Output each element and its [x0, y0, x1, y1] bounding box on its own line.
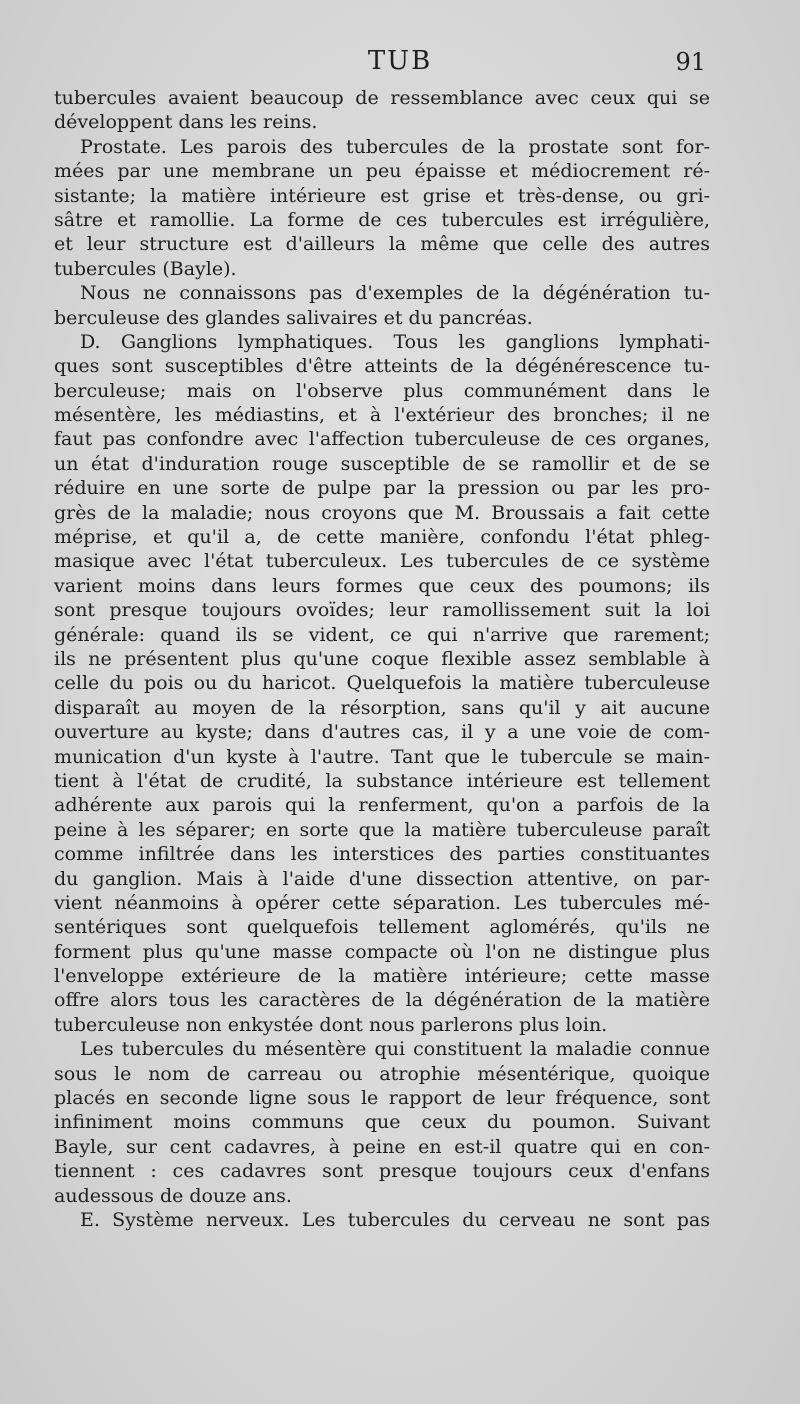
text-line: mées par une membrane un peu épaisse et médiocrement ré- [54, 160, 710, 183]
text-line: Les tubercules du mésentère qui constituent la maladie connue [80, 1038, 710, 1061]
text-line: réduire en une sorte de pulpe par la pression ou par les pro- [54, 477, 710, 500]
text-line: placés en seconde ligne sous le rapport de leur fréquence, sont [54, 1087, 710, 1110]
text-line: grès de la maladie; nous croyons que M. Broussais a fait cette [54, 501, 710, 524]
text-line: et leur structure est d'ailleurs la même que celle des autres [54, 233, 710, 256]
text-line: tuberculeuse non enkystée dont nous parlerons plus loin. [54, 1013, 608, 1036]
text-line: sâtre et ramollie. La forme de ces tubercules est irrégulière, [54, 208, 710, 231]
text-line: faut pas confondre avec l'affection tuberculeuse de ces organes, [54, 428, 710, 451]
text-line: celle du pois ou du haricot. Quelquefois la matière tuberculeuse [54, 672, 710, 695]
text-line: berculeuse; mais on l'observe plus communément dans le [54, 379, 710, 402]
text-line: peine à les séparer; en sorte que la matière tuberculeuse paraît [54, 818, 710, 841]
text-line: un état d'induration rouge susceptible de se ramollir et de se [54, 452, 710, 475]
text-line: sentériques sont quelquefois tellement aglomérés, qu'ils ne [54, 916, 710, 939]
text-line: tubercules avaient beaucoup de ressemblance avec ceux qui se [54, 87, 710, 109]
text-line: adhérente aux parois qui la renferment, qu'on a parfois de la [54, 794, 710, 817]
text-line: audessous de douze ans. [54, 1184, 292, 1207]
text-line: sont presque toujours ovoïdes; leur ramollissement suit la loi [54, 599, 710, 622]
text-line: générale: quand ils se vident, ce qui n'arrive que rarement; [54, 623, 710, 646]
text-line: varient moins dans leurs formes que ceux des poumons; ils [54, 574, 710, 597]
text-line: berculeuse des glandes salivaires et du pancréas. [54, 306, 533, 329]
text-line: mésentère, les médiastins, et à l'extérieur des bronches; il ne [54, 404, 710, 427]
text-line: développent dans les reins. [54, 111, 318, 134]
body-text [54, 86, 710, 1232]
text-line: ils ne présentent plus qu'une coque flexible assez semblable à [54, 647, 710, 670]
text-line: vient néanmoins à opérer cette séparation. Les tubercules mé- [54, 891, 710, 914]
text-line: l'enveloppe extérieure de la matière intérieure; cette masse [54, 965, 710, 988]
text-line: disparaît au moyen de la résorption, sans qu'il y ait aucune [54, 696, 710, 719]
text-line: sous le nom de carreau ou atrophie mésentérique, quoique [54, 1062, 710, 1085]
text-line: tiennent : ces cadavres sont presque toujours ceux d'enfans [54, 1160, 710, 1183]
running-head: TUB [367, 46, 433, 76]
text-line: Nous ne connaissons pas d'exemples de la dégénération tu- [80, 282, 710, 305]
text-line: D. Ganglions lymphatiques. Tous les ganglions lymphati- [80, 330, 710, 353]
text-line: munication d'un kyste à l'autre. Tant que le tubercule se main- [54, 745, 710, 768]
text-line: offre alors tous les caractères de la dégénération de la matière [54, 989, 710, 1012]
text-line: tubercules (Bayle). [54, 257, 237, 280]
text-line: infiniment moins communs que ceux du poumon. Suivant [54, 1111, 710, 1134]
text-line: méprise, et qu'il a, de cette manière, confondu l'état phleg- [54, 526, 710, 549]
text-line: ques sont susceptibles d'être atteints de la dégénérescence tu- [54, 355, 710, 378]
text-line: ouverture au kyste; dans d'autres cas, il y a une voie de com- [54, 721, 710, 744]
text-line: Prostate. Les parois des tubercules de la prostate sont for- [80, 135, 710, 158]
text-line: du ganglion. Mais à l'aide d'une dissection attentive, on par- [54, 867, 710, 890]
text-line: comme infiltrée dans les interstices des parties constituantes [54, 843, 710, 866]
text-line: E. Système nerveux. Les tubercules du cerveau ne sont pas [80, 1208, 710, 1231]
page-number: 91 [675, 48, 706, 76]
text-line: Bayle, sur cent cadavres, à peine en est-il quatre qui en con- [54, 1135, 710, 1158]
text-line: sistante; la matière intérieure est grise et très-dense, ou gri- [54, 184, 710, 207]
text-line: masique avec l'état tuberculeux. Les tubercules de ce système [54, 550, 710, 573]
text-line: tient à l'état de crudité, la substance intérieure est tellement [54, 769, 710, 792]
text-line: forment plus qu'une masse compacte où l'on ne distingue plus [54, 940, 710, 963]
page-header [0, 46, 800, 80]
